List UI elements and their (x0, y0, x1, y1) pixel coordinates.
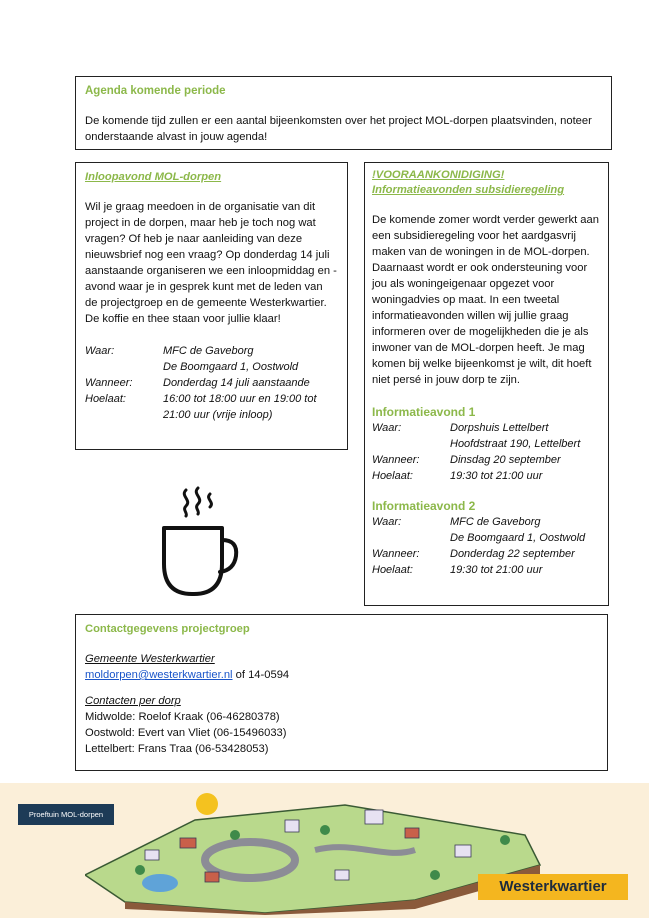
avond1-wanneer-row (372, 452, 601, 468)
waar-value: MFC de Gaveborg De Boomgaard 1, Oostwold (163, 345, 299, 373)
inloop-waar-row (85, 343, 338, 375)
avond1-title: Informatieavond 1 (372, 405, 476, 419)
contact-line-midwolde: Midwolde: Roelof Kraak (06-46280378) (85, 711, 280, 723)
waar-label: Waar: (372, 516, 402, 528)
hoelaat-value: 16:00 tot 18:00 uur en 19:00 tot 21:00 uur (vrije inloop) (163, 393, 317, 421)
hoelaat-label: Hoelaat: (372, 470, 413, 482)
hoelaat-value: 19:30 tot 21:00 uur (450, 564, 543, 576)
coffee-cup-icon (158, 486, 242, 596)
hoelaat-value: 19:30 tot 21:00 uur (450, 470, 543, 482)
email-link[interactable]: moldorpen@westerkwartier.nl (85, 669, 233, 681)
email-line (85, 667, 598, 683)
waar-label: Waar: (85, 345, 115, 357)
gemeente-heading: Gemeente Westerkwartier (85, 653, 215, 665)
subsidie-title-2: Informatieavonden subsidieregeling (372, 184, 565, 196)
avond2-hoelaat-row (372, 562, 601, 578)
wanneer-value: Donderdag 14 juli aanstaande (163, 377, 310, 389)
phone-suffix: of 14-0594 (232, 669, 290, 681)
waar-value: Dorpshuis Lettelbert Hoofdstraat 190, Lettelbert (450, 422, 581, 450)
agenda-box (75, 76, 612, 150)
contacten-heading: Contacten per dorp (85, 695, 181, 707)
westerkwartier-logo: Westerkwartier (478, 874, 628, 900)
contact-box (75, 614, 608, 771)
avond2-wanneer-row (372, 546, 601, 562)
inloop-box (75, 162, 348, 450)
inloop-title: Inloopavond MOL-dorpen (85, 171, 222, 183)
avond2-title: Informatieavond 2 (372, 499, 476, 513)
agenda-title: Agenda komende periode (85, 85, 226, 97)
avond1-hoelaat-row (372, 468, 601, 484)
waar-value: MFC de Gaveborg De Boomgaard 1, Oostwold (450, 516, 586, 544)
proeftuin-tag: Proeftuin MOL-dorpen (18, 804, 114, 825)
subsidie-box (364, 162, 609, 606)
agenda-text: De komende tijd zullen er een aantal bijeenkomsten over het project MOL-dorpen plaatsvinden, noteer onderstaande alvast in jouw agenda! (85, 115, 592, 143)
contact-line-lettelbert: Lettelbert: Frans Traa (06-53428053) (85, 743, 269, 755)
hoelaat-label: Hoelaat: (372, 564, 413, 576)
waar-label: Waar: (372, 422, 402, 434)
subsidie-text: De komende zomer wordt verder gewerkt aan een subsidieregeling voor het aardgasvrij maken van de woningen in de MOL-dorpen. Daarnaast wordt er ook ondersteuning voor jou als woningeigenaar opgezet voor woningadvies op maat. In een tweetal informatieavonden willen wij jullie graag informeren over de mogelijkheden die je als inwoner van de MOL-dorpen heeft. Je mag komen bij welke bijeenkomst je wilt, dit hoeft niet persé in jouw dorp te zijn. (372, 214, 599, 386)
subsidie-title-1: !VOORAANKONIDIGING! (372, 169, 505, 181)
inloop-hoelaat-row (85, 391, 338, 423)
wanneer-label: Wanneer: (372, 548, 420, 560)
wanneer-value: Dinsdag 20 september (450, 454, 561, 466)
wanneer-label: Wanneer: (85, 377, 133, 389)
wanneer-value: Donderdag 22 september (450, 548, 575, 560)
inloop-text: Wil je graag meedoen in de organisatie van dit project in de dorpen, maar heb je toch nog wat vragen? Of heb je naar aanleiding van deze nieuwsbrief nog een vraag? Op donderdag 14 juli aanstaande organiseren we een inloopmiddag en -avond waar je in gesprek kunt met de leden van de projectgroep en de gemeente Westerkwartier. De koffie en thee staan voor jullie klaar! (85, 201, 337, 325)
avond1-waar-row (372, 420, 601, 452)
village-illustration (85, 790, 545, 915)
hoelaat-label: Hoelaat: (85, 393, 126, 405)
inloop-wanneer-row (85, 375, 338, 391)
wanneer-label: Wanneer: (372, 454, 420, 466)
contact-line-oostwold: Oostwold: Evert van Vliet (06-15496033) (85, 727, 287, 739)
contact-title: Contactgegevens projectgroep (85, 623, 250, 635)
avond2-waar-row (372, 514, 601, 546)
